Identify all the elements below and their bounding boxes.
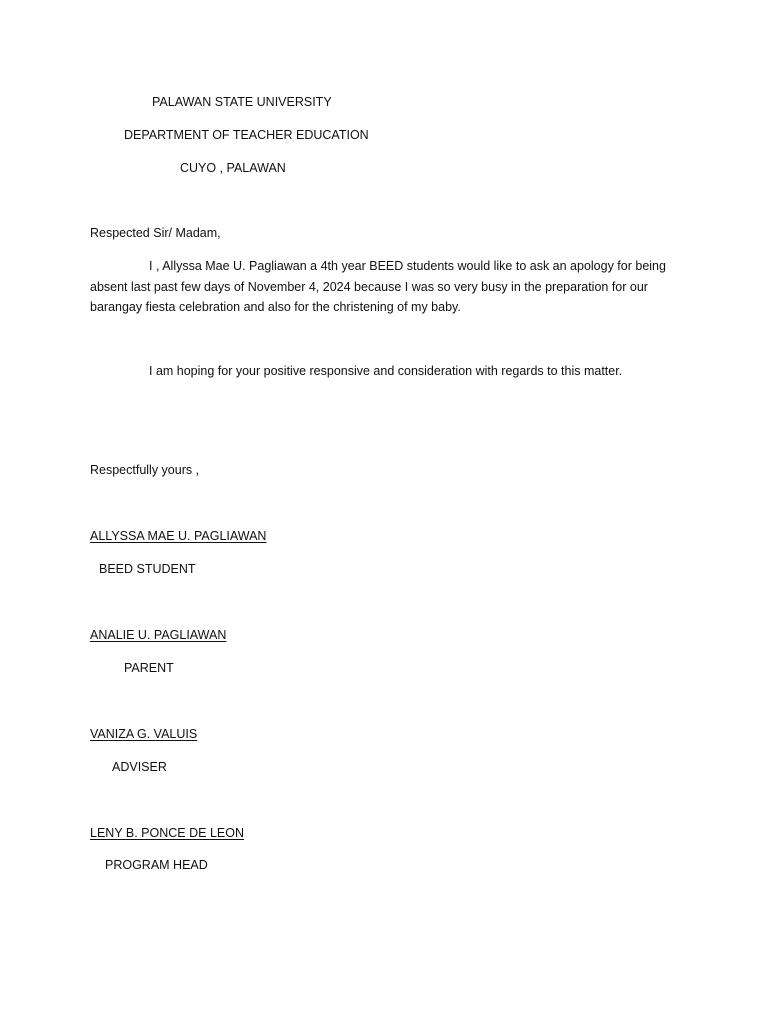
signatory-role-parent: PARENT [124, 661, 174, 675]
signatory-role-program-head: PROGRAM HEAD [105, 858, 208, 872]
signatory-role-student: BEED STUDENT [99, 562, 196, 576]
signatory-name-adviser: VANIZA G. VALUIS [90, 727, 198, 741]
signatory-name-student: ALLYSSA MAE U. PAGLIAWAN [90, 529, 267, 543]
signatory-role-adviser: ADVISER [112, 760, 167, 774]
department-name: DEPARTMENT OF TEACHER EDUCATION [124, 128, 369, 142]
signatory-name-program-head: LENY B. PONCE DE LEON [90, 826, 244, 840]
closing: Respectfully yours , [90, 463, 200, 477]
location: CUYO , PALAWAN [180, 161, 286, 175]
body-paragraph-2: I am hoping for your positive responsive and consideration with regards to this matter. [149, 364, 623, 378]
salutation: Respected Sir/ Madam, [90, 226, 221, 240]
signatory-name-parent: ANALIE U. PAGLIAWAN [90, 628, 227, 642]
body-paragraph-1: I , Allyssa Mae U. Pagliawan a 4th year BEED students would like to ask an apology for being absent last past few days of November 4, 2024 because I was so very busy in the preparation for our barangay fiesta celebration and also for the christening of my baby. [90, 259, 666, 314]
university-name: PALAWAN STATE UNIVERSITY [152, 95, 332, 109]
